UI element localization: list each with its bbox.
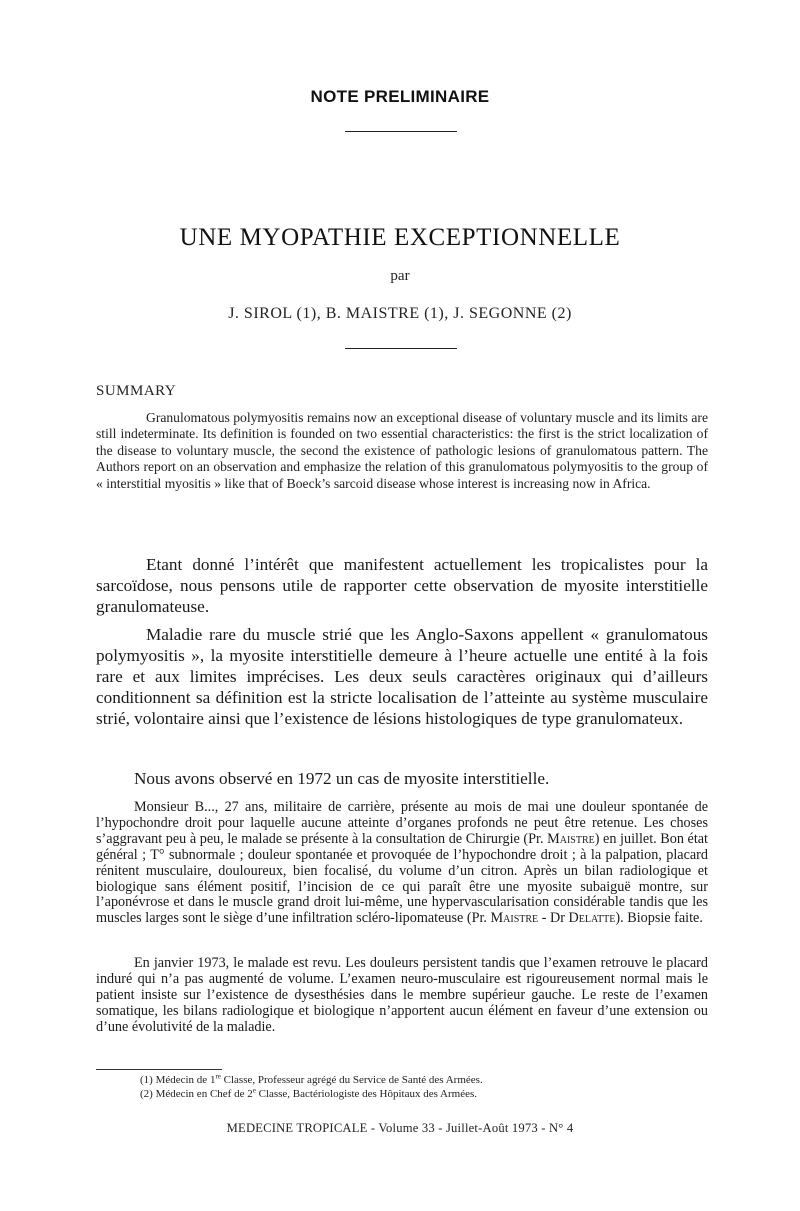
footnote-text: (1) Médecin de 1 <box>140 1074 216 1086</box>
author-name: Delatte <box>568 910 616 927</box>
observation-heading: Nous avons observé en 1972 un cas de myosite interstitielle. <box>134 769 550 788</box>
footnote-divider <box>96 1069 222 1070</box>
case-text: ). Biopsie faite. <box>615 910 703 927</box>
footnote-superscript: e <box>252 1085 256 1094</box>
divider-rule <box>345 131 457 132</box>
divider-rule <box>345 348 457 349</box>
footnote-1 <box>140 1074 700 1088</box>
case-paragraph-2: En janvier 1973, le malade est revu. Les douleurs persistent tandis que l’examen retrouve le placard induré qui n’a pas augmenté de volume. L’examen neuro-musculaire est rigoureusement normal mais le patient insiste sur l’existence de dysesthésies dans le membre supérieur gauche. Le reste de l’examen somatique, les bilans radiologique et biologique n’apportent aucun élément en faveur d’une extension ou d’une évolutivité de la maladie. <box>96 955 708 1035</box>
summary-heading: SUMMARY <box>96 383 177 399</box>
case-paragraph-1 <box>96 800 708 927</box>
footnotes <box>140 1074 700 1101</box>
author-list: J. SIROL (1), B. MAISTRE (1), J. SEGONNE (2) <box>228 305 572 322</box>
footnote-2 <box>140 1085 700 1102</box>
case-text: ) en juillet. Bon état général ; T° subnormale ; douleur spontanée et provoquée de l’hypochondre droit ; à la palpation, placard rénitent musculaire, douloureux, bien focalisé, du volume d’un citron. Après un bilan radiologique et biologique sans élément positif, l’incision de ce qui paraît être une myosite subaiguë montre, sur l’aponévrose et dans le muscle grand droit lui-même, une hypervascularisation considérable tandis que les muscles larges sont le siège d’une infiltration scléro-lipomateuse (Pr. <box>96 830 709 927</box>
summary-paragraph: Granulomatous polymyositis remains now an exceptional disease of voluntary muscle and its limits are still indeterminate. Its definition is founded on two essential characteristics: the first is the strict localization of the disease to voluntary muscle, the second the existence of pathologic lesions of granulomatous pattern. The Authors report on an observation and emphasize the relation of this granulomatous polymyositis to the group of « interstitial myositis » like that of Boeck’s sarcoid disease whose interest is increasing now in Africa. <box>96 410 708 491</box>
journal-footer: MEDECINE TROPICALE - Volume 33 - Juillet-Août 1973 - N° 4 <box>226 1121 574 1135</box>
by-line: par <box>390 268 410 284</box>
section-heading: NOTE PRELIMINAIRE <box>310 87 490 106</box>
intro-paragraph-1: Etant donné l’intérêt que manifestent actuellement les tropicalistes pour la sarcoïdose, nous pensons utile de rapporter cette observation de myosite interstitielle granulomateuse. <box>96 555 708 616</box>
intro-paragraph-2: Maladie rare du muscle strié que les Anglo-Saxons appellent « granulomatous polymyositis », la myosite interstitielle demeure à l’heure actuelle une entité à la fois rare et aux limites imprécises. Les deux seuls caractères originaux qui d’ailleurs conditionnent sa définition est la stricte localisation de l’atteinte au système musculaire strié, volontaire ainsi que l’existence de lésions histologiques de type granulomateux. <box>96 625 708 728</box>
author-name: Maistre <box>547 830 595 847</box>
article-title: UNE MYOPATHIE EXCEPTIONNELLE <box>179 224 621 251</box>
case-text: - Dr <box>538 910 569 927</box>
footnote-text: Classe, Bactériologiste des Hôpitaux des Armées. <box>255 1087 478 1100</box>
footnote-text: (2) Médecin en Chef de 2 <box>140 1087 253 1100</box>
author-name: Maistre <box>490 910 539 927</box>
footnote-text: Classe, Professeur agrégé du Service de Santé des Armées. <box>220 1074 483 1086</box>
footnote-superscript: re <box>215 1072 221 1081</box>
case-text: Monsieur B..., 27 ans, militaire de carrière, présente au mois de mai une douleur spontanée de l’hypochondre droit pour laquelle aucune atteinte d’organes profonds ne peut être retenue. Les choses s’aggravant peu à peu, le malade se présente à la consultation de Chirurgie (Pr. <box>96 799 708 847</box>
